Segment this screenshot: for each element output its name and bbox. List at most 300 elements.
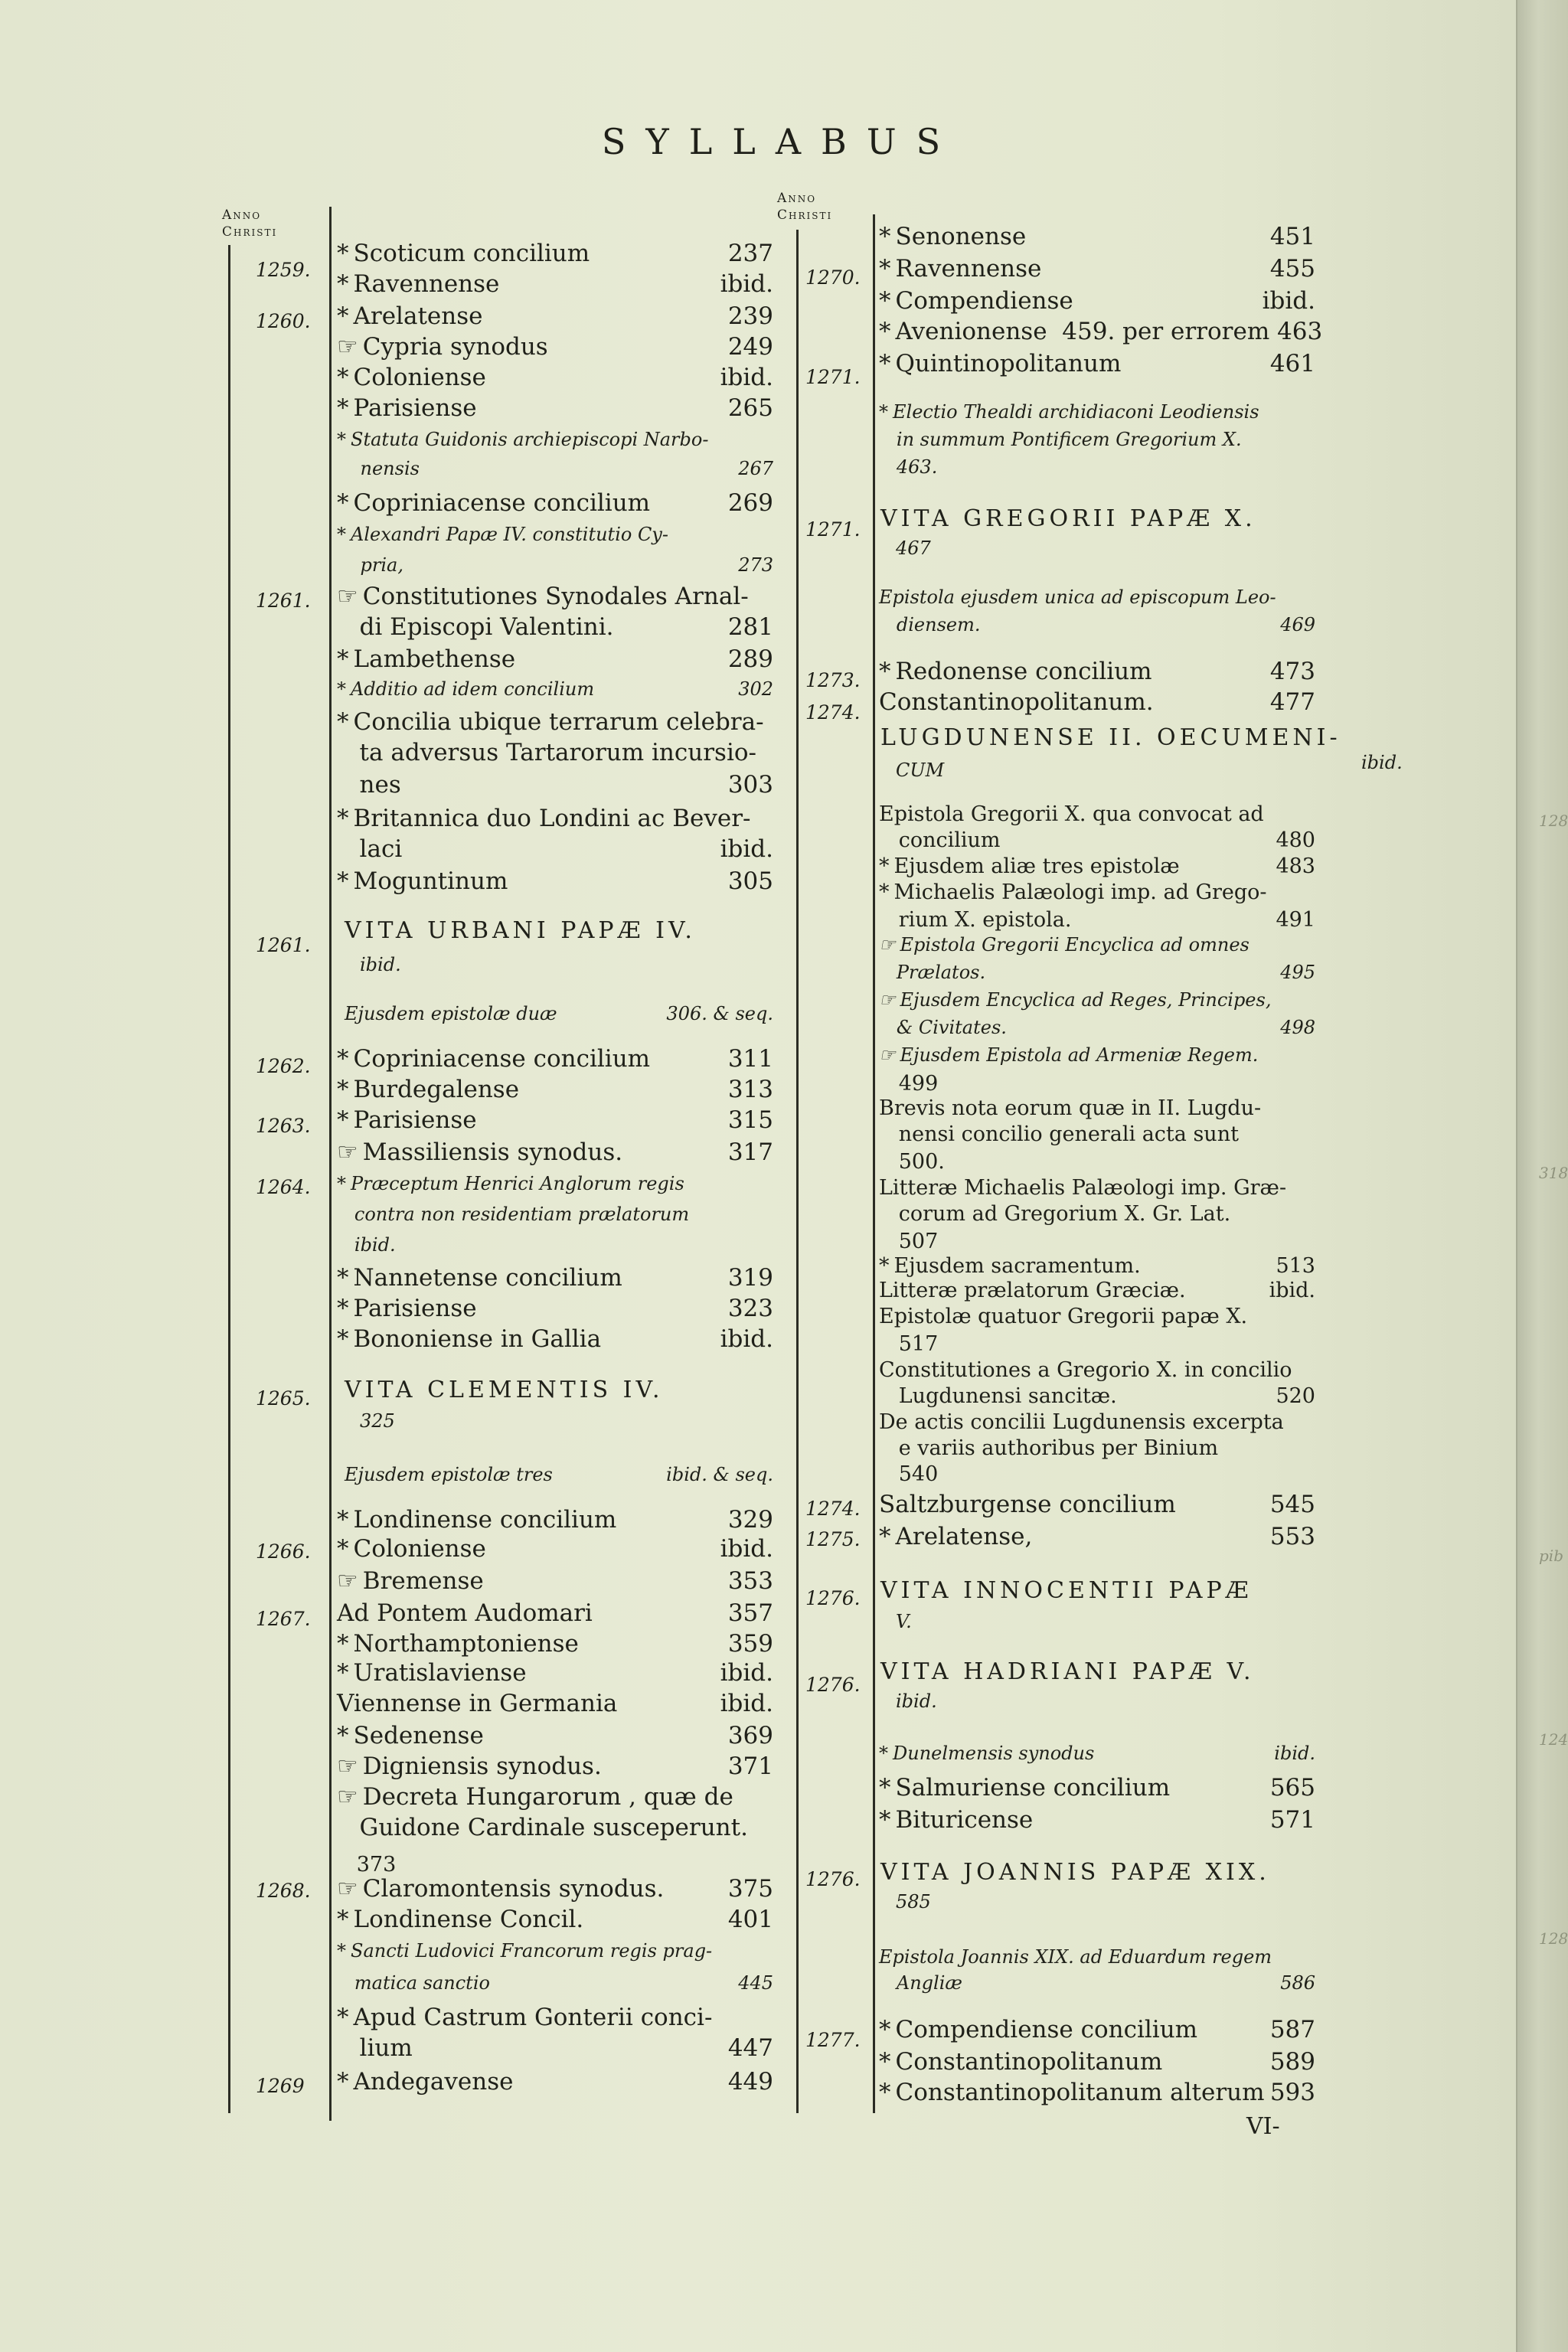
asterisk-mark: * (879, 255, 891, 283)
entry-page: 449 (727, 2068, 773, 2096)
entry-title: Epistola ejusdem unica ad episcopum Leo- (879, 586, 1276, 608)
entry-page: 586 (1280, 1972, 1315, 1994)
index-entry (879, 400, 1315, 424)
asterisk-mark: * (337, 1506, 349, 1534)
sub-entry-title: Ejusdem epistolæ duæ (345, 1003, 557, 1024)
index-entry (337, 770, 773, 799)
entry-page: 461 (1269, 350, 1315, 377)
year-label: 1262. (256, 1055, 311, 1077)
index-entry (337, 1939, 773, 1963)
entry-title: Prælatos. (879, 962, 986, 983)
index-entry (337, 1075, 773, 1104)
entry-title: rium X. epistola. (879, 908, 1072, 932)
edge-mark: 318 (1539, 1164, 1568, 1182)
entry-title: Additio ad idem concilium (351, 678, 595, 700)
sub-entry-title: Ejusdem epistolæ tres (345, 1464, 553, 1485)
index-entry (337, 1813, 773, 1842)
christi-label: Christi (222, 224, 278, 240)
asterisk-mark: * (337, 489, 349, 517)
entry-title: Ejusdem Encyclica ad Reges, Principes, (900, 989, 1272, 1011)
entry-page: ibid. (720, 1325, 773, 1353)
index-entry (337, 270, 773, 299)
entry-page: 239 (727, 302, 773, 330)
index-entry (337, 1629, 773, 1658)
entry-page: 302 (738, 678, 773, 700)
entry-page: 303 (727, 771, 773, 799)
entry-page: 357 (727, 1599, 773, 1627)
asterisk-mark: * (337, 270, 349, 298)
asterisk-mark: * (337, 1722, 349, 1749)
entry-page: 359 (727, 1630, 773, 1658)
index-entry (337, 2034, 773, 2063)
index-entry (879, 688, 1315, 717)
index-entry (879, 853, 1315, 880)
index-entry (337, 302, 773, 331)
entry-page: 491 (1276, 908, 1315, 932)
entry-title: Parisiense (353, 394, 477, 422)
entry-page: ibid. (720, 835, 773, 863)
asterisk-mark: * (879, 880, 890, 904)
entry-title: Londinense concilium (353, 1506, 617, 1534)
entry-page: ibid. (1262, 287, 1315, 315)
index-entry (337, 738, 773, 767)
index-entry (879, 1121, 1315, 1148)
entry-title: Cypria synodus (362, 333, 548, 361)
entry-title: Viennense in Germania (337, 1690, 618, 1717)
index-entry (337, 804, 773, 833)
entry-title: Litteræ Michaelis Palæologi imp. Græ- (879, 1176, 1287, 1200)
index-entry (337, 1752, 773, 1781)
asterisk-mark: * (337, 1325, 349, 1353)
asterisk-mark: * (879, 1254, 890, 1278)
sub-entry-page: 306. & seq. (666, 1003, 773, 1024)
index-entry (879, 1303, 1315, 1330)
entry-title: Ejusdem Epistola ad Armeniæ Regem. (900, 1044, 1259, 1066)
catchword: VI- (1246, 2113, 1280, 2140)
index-entry (879, 1200, 1315, 1227)
asterisk-mark: * (337, 805, 349, 832)
entry-page: 353 (727, 1567, 773, 1595)
entry-title: Angliæ (879, 1972, 962, 1994)
index-entry (337, 1874, 773, 1903)
index-entry (337, 867, 773, 896)
entry-page: 375 (727, 1875, 773, 1903)
entry-title: Copriniacense concilium (353, 1045, 651, 1073)
entry-title: Guidone Cardinale susceperunt. (337, 1814, 748, 1841)
index-entry (879, 1490, 1315, 1519)
entry-title: Præceptum Henrici Anglorum regis (351, 1173, 684, 1194)
year-label: 1269 (256, 2075, 305, 2097)
entry-title: Ravennense (895, 255, 1042, 283)
entry-title: Claromontensis synodus. (362, 1875, 665, 1903)
entry-page: 565 (1269, 1774, 1315, 1802)
entry-page: 319 (727, 1264, 773, 1292)
index-entry (337, 522, 773, 547)
index-entry (879, 1253, 1315, 1279)
entry-page: 587 (1269, 2016, 1315, 2043)
entry-title: Michaelis Palæologi imp. ad Grego- (893, 880, 1267, 904)
entry-page: 447 (727, 2034, 773, 2062)
manicule-icon: ☞ (337, 1875, 358, 1903)
asterisk-mark: * (337, 867, 349, 895)
index-entry (879, 1971, 1315, 1995)
index-entry (337, 1294, 773, 1323)
index-entry (879, 1174, 1315, 1201)
entry-title: Constitutiones Synodales Arnal- (362, 583, 749, 610)
entry-page: 401 (727, 1906, 773, 1933)
entry-title: pria, (337, 554, 403, 576)
entry-title: ta adversus Tartarorum incursio- (337, 739, 757, 766)
entry-title: Sancti Ludovici Francorum regis prag- (351, 1940, 713, 1962)
year-label: 1267. (256, 1608, 311, 1630)
entry-page: 329 (727, 1506, 773, 1534)
entry-title: Compendiense concilium (895, 2016, 1198, 2043)
entry-title: ibid. (337, 1234, 396, 1256)
asterisk-mark: * (879, 350, 891, 377)
entry-page: ibid. (720, 364, 773, 391)
index-entry (879, 1522, 1315, 1551)
index-entry (879, 2015, 1315, 2044)
year-label: 1276. (805, 1587, 861, 1609)
asterisk-mark: * (337, 364, 349, 391)
entry-title: Senonense (895, 223, 1027, 250)
entry-title: Concilia ubique terrarum celebra- (353, 708, 764, 736)
index-entry (337, 582, 773, 611)
asterisk-mark: * (337, 1535, 349, 1563)
edge-mark: 128 (1539, 812, 1568, 830)
entry-page: ibid. (720, 270, 773, 298)
vita-heading: LUGDUNENSE II. OECUMENI- (880, 724, 1341, 751)
vita-page: V. (896, 1611, 912, 1632)
entry-page: 520 (1276, 1384, 1315, 1408)
index-entry (337, 1505, 773, 1534)
entry-page: 265 (727, 394, 773, 422)
entry-title: Andegavense (353, 2068, 514, 2096)
index-entry (337, 1106, 773, 1135)
index-entry (879, 1015, 1315, 1040)
entry-page: 323 (727, 1295, 773, 1322)
vita-page: CUM (896, 760, 945, 781)
entry-title: 507 (879, 1230, 939, 1253)
index-entry (337, 553, 773, 577)
index-entry (337, 2003, 773, 2032)
entry-title: nes (337, 771, 401, 799)
entry-page: 589 (1269, 2048, 1315, 2076)
asterisk-mark: * (879, 2016, 891, 2043)
asterisk-mark: * (337, 302, 349, 330)
asterisk-mark: * (337, 1659, 349, 1687)
entry-page: ibid. (720, 1535, 773, 1563)
asterisk-mark: * (879, 1743, 888, 1764)
middle-rule-right (873, 214, 875, 2113)
asterisk-mark: * (879, 287, 891, 315)
entry-title: Lambethense (353, 645, 516, 673)
entry-page: ibid. (720, 1690, 773, 1717)
vita-heading: VITA CLEMENTIS IV. (345, 1377, 664, 1403)
asterisk-mark: * (337, 2068, 349, 2096)
year-label: 1276. (805, 1868, 861, 1890)
index-entry (879, 427, 1315, 452)
index-entry (879, 960, 1315, 985)
index-entry (337, 1658, 773, 1687)
index-entry (337, 1566, 773, 1596)
vita-page: 325 (360, 1410, 395, 1432)
entry-title: 517 (879, 1332, 939, 1356)
index-entry (337, 427, 773, 452)
entry-title: Scoticum concilium (353, 240, 590, 267)
index-entry (337, 677, 773, 701)
year-label: 1275. (805, 1528, 861, 1550)
index-entry (879, 1095, 1315, 1122)
index-entry (879, 1383, 1315, 1410)
entry-title: Epistolæ quatuor Gregorii papæ X. (879, 1305, 1248, 1328)
index-entry (337, 1138, 773, 1167)
asterisk-mark: * (879, 1774, 891, 1802)
year-label: 1266. (256, 1540, 311, 1563)
vita-heading: VITA HADRIANI PAPÆ V. (880, 1658, 1255, 1685)
entry-page: 313 (727, 1076, 773, 1103)
manicule-icon: ☞ (879, 1044, 896, 1066)
entry-page: 249 (727, 333, 773, 361)
left-margin-rule (228, 245, 230, 2113)
entry-title: Constantinopolitanum (895, 2048, 1163, 2076)
entry-title: Compendiense (895, 287, 1073, 315)
entry-page: 311 (727, 1045, 773, 1073)
entry-title: Ejusdem aliæ tres epistolæ (893, 854, 1180, 878)
index-entry (337, 707, 773, 737)
index-entry (337, 1905, 773, 1934)
manicule-icon: ☞ (337, 1783, 358, 1811)
entry-page: 545 (1269, 1491, 1315, 1518)
entry-title: 463. (879, 456, 938, 478)
entry-title: Constantinopolitanum alterum (895, 2079, 1265, 2106)
year-label: 1261. (256, 934, 311, 956)
index-entry (337, 645, 773, 674)
asterisk-mark: * (879, 2048, 891, 2076)
index-entry (879, 1357, 1315, 1383)
manicule-icon: ☞ (337, 583, 358, 610)
entry-title: Massiliensis synodus. (362, 1138, 623, 1166)
year-label: 1274. (805, 701, 861, 724)
entry-title: Saltzburgense concilium (879, 1491, 1176, 1518)
entry-page: 553 (1269, 1523, 1315, 1550)
asterisk-mark: * (879, 1806, 891, 1834)
asterisk-mark: * (337, 1076, 349, 1103)
entry-title: Arelatense (353, 302, 483, 330)
index-entry (337, 1202, 773, 1227)
entry-title: 499 (879, 1072, 939, 1096)
entry-title: nensis (337, 458, 420, 479)
entry-title: Quintinopolitanum (895, 350, 1122, 377)
entry-title: Nannetense concilium (353, 1264, 622, 1292)
index-entry (337, 1233, 773, 1257)
entry-page: 273 (738, 554, 773, 576)
entry-title: lium (337, 2034, 413, 2062)
entry-title: Londinense Concil. (353, 1906, 584, 1933)
asterisk-mark: * (337, 645, 349, 673)
entry-page: 445 (738, 1972, 773, 1994)
page-title: SYLLABUS (601, 121, 961, 162)
entry-title: Electio Thealdi archidiaconi Leodiensis (893, 401, 1259, 423)
entry-page: 315 (727, 1106, 773, 1134)
entry-title: Ejusdem sacramentum. (893, 1254, 1141, 1278)
entry-title: Ravennense (353, 270, 500, 298)
index-entry (337, 394, 773, 423)
entry-page: ibid. (1269, 1279, 1315, 1302)
asterisk-mark: * (879, 1523, 891, 1550)
index-entry (879, 317, 1323, 346)
entry-title: contra non residentiam prælatorum (337, 1204, 690, 1225)
year-label: 1264. (256, 1176, 311, 1198)
entry-page: 281 (727, 613, 773, 641)
index-entry (879, 801, 1315, 828)
entry-title: nensi concilio generali acta sunt (879, 1122, 1239, 1146)
lugdunense-page: ibid. (1361, 752, 1403, 773)
entry-page: 289 (727, 645, 773, 673)
index-entry (337, 1044, 773, 1073)
entry-page: 498 (1280, 1017, 1315, 1038)
entry-page: 571 (1269, 1806, 1315, 1834)
index-entry (337, 1721, 773, 1750)
middle-rule-left (796, 230, 799, 2113)
asterisk-mark: * (337, 524, 346, 545)
entry-title: Digniensis synodus. (362, 1753, 602, 1780)
entry-title: Bremense (362, 1567, 484, 1595)
year-label: 1274. (805, 1498, 861, 1520)
entry-title: Decreta Hungarorum , quæ de (362, 1783, 733, 1811)
index-entry (879, 1043, 1315, 1067)
index-entry (879, 657, 1315, 686)
manicule-icon: ☞ (337, 1753, 358, 1780)
entry-title: Lugdunensi sancitæ. (879, 1384, 1117, 1408)
entry-page: ibid. (720, 1659, 773, 1687)
manicule-icon: ☞ (337, 1567, 358, 1595)
vita-heading: VITA GREGORII PAPÆ X. (880, 505, 1256, 532)
entry-title: Moguntinum (353, 867, 508, 895)
vita-page: 585 (896, 1891, 931, 1913)
entry-page: 513 (1276, 1254, 1315, 1278)
entry-title: Constitutiones a Gregorio X. in concilio (879, 1358, 1292, 1382)
entry-page: 483 (1276, 854, 1315, 878)
entry-title: Epistola Gregorii X. qua convocat ad (879, 802, 1264, 826)
year-label: 1261. (256, 590, 311, 612)
index-entry (879, 1331, 1315, 1357)
anno-label: Anno (777, 191, 817, 206)
index-entry (879, 585, 1315, 609)
index-entry (879, 1945, 1315, 1969)
index-entry (337, 332, 773, 361)
index-entry (879, 1461, 1315, 1488)
entry-page: 593 (1269, 2079, 1315, 2106)
index-entry (879, 879, 1315, 906)
entry-title: Ad Pontem Audomari (337, 1599, 593, 1627)
index-entry (337, 1325, 773, 1354)
year-label: 1263. (256, 1115, 311, 1137)
entry-title: Avenionense 459. per errorem 463 (895, 318, 1323, 345)
entry-title: 500. (879, 1150, 945, 1174)
entry-title: Salmuriense concilium (895, 1774, 1171, 1802)
entry-title: Arelatense, (895, 1523, 1033, 1550)
year-label: 1270. (805, 266, 861, 289)
year-label: 1268. (256, 1880, 311, 1902)
entry-page: 477 (1269, 688, 1315, 716)
index-entry (879, 2078, 1315, 2107)
index-entry (879, 827, 1315, 854)
year-label: 1260. (256, 310, 311, 332)
asterisk-mark: * (337, 1940, 346, 1962)
entry-page: 371 (727, 1753, 773, 1780)
index-entry (879, 455, 1315, 479)
index-entry (337, 1689, 773, 1718)
entry-title: Bononiense in Gallia (353, 1325, 602, 1353)
entry-page: 480 (1276, 828, 1315, 852)
year-label: 1273. (805, 669, 861, 691)
sub-entry (345, 1001, 773, 1026)
index-entry (337, 456, 773, 481)
index-entry (879, 1741, 1315, 1766)
manicule-icon: ☞ (337, 333, 358, 361)
edge-mark: 124 (1539, 1730, 1568, 1749)
index-entry (879, 933, 1315, 957)
asterisk-mark: * (879, 658, 891, 685)
asterisk-mark: * (879, 854, 890, 878)
index-entry (337, 1263, 773, 1292)
entry-title: Brevis nota eorum quæ in II. Lugdu- (879, 1096, 1262, 1120)
index-entry (337, 2067, 773, 2096)
index-entry (879, 906, 1315, 933)
index-entry (879, 1773, 1315, 1802)
entry-title: Alexandri Papæ IV. constitutio Cy- (351, 524, 668, 545)
index-entry (337, 363, 773, 392)
index-entry (879, 2047, 1315, 2076)
year-label: 1259. (256, 259, 311, 281)
entry-title: Redonense concilium (895, 658, 1152, 685)
index-entry (337, 239, 773, 268)
vita-heading: VITA URBANI PAPÆ IV. (345, 917, 696, 944)
sub-entry-page: ibid. & seq. (666, 1464, 773, 1485)
asterisk-mark: * (879, 401, 888, 423)
asterisk-mark: * (337, 1264, 349, 1292)
index-entry (879, 1070, 1315, 1097)
entry-title: Constantinopolitanum. (879, 688, 1154, 716)
asterisk-mark: * (337, 240, 349, 267)
index-entry (879, 1277, 1315, 1304)
index-entry (879, 1435, 1315, 1462)
entry-title: Parisiense (353, 1295, 477, 1322)
index-entry (879, 286, 1315, 315)
index-entry (337, 1599, 773, 1628)
entry-title: Northamptoniense (353, 1630, 579, 1658)
anno-christi-header-left (222, 207, 277, 240)
index-entry (879, 222, 1315, 251)
index-entry (879, 1148, 1315, 1175)
asterisk-mark: * (337, 1630, 349, 1658)
entry-page: 269 (727, 489, 773, 517)
entry-title: Copriniacense concilium (353, 489, 651, 517)
vita-page: ibid. (360, 954, 401, 975)
entry-title: Statuta Guidonis archiepiscopi Narbo- (351, 429, 709, 450)
sub-entry (345, 1462, 773, 1487)
index-entry (879, 349, 1315, 378)
asterisk-mark: * (337, 429, 346, 450)
entry-title: Epistola Gregorii Encyclica ad omnes (900, 934, 1250, 956)
year-label: 1265. (256, 1387, 311, 1410)
asterisk-mark: * (337, 2004, 349, 2031)
asterisk-mark: * (337, 1045, 349, 1073)
asterisk-mark: * (879, 2079, 891, 2106)
entry-page: ibid. (1274, 1743, 1315, 1764)
entry-title: Epistola Joannis XIX. ad Eduardum regem (879, 1946, 1272, 1968)
